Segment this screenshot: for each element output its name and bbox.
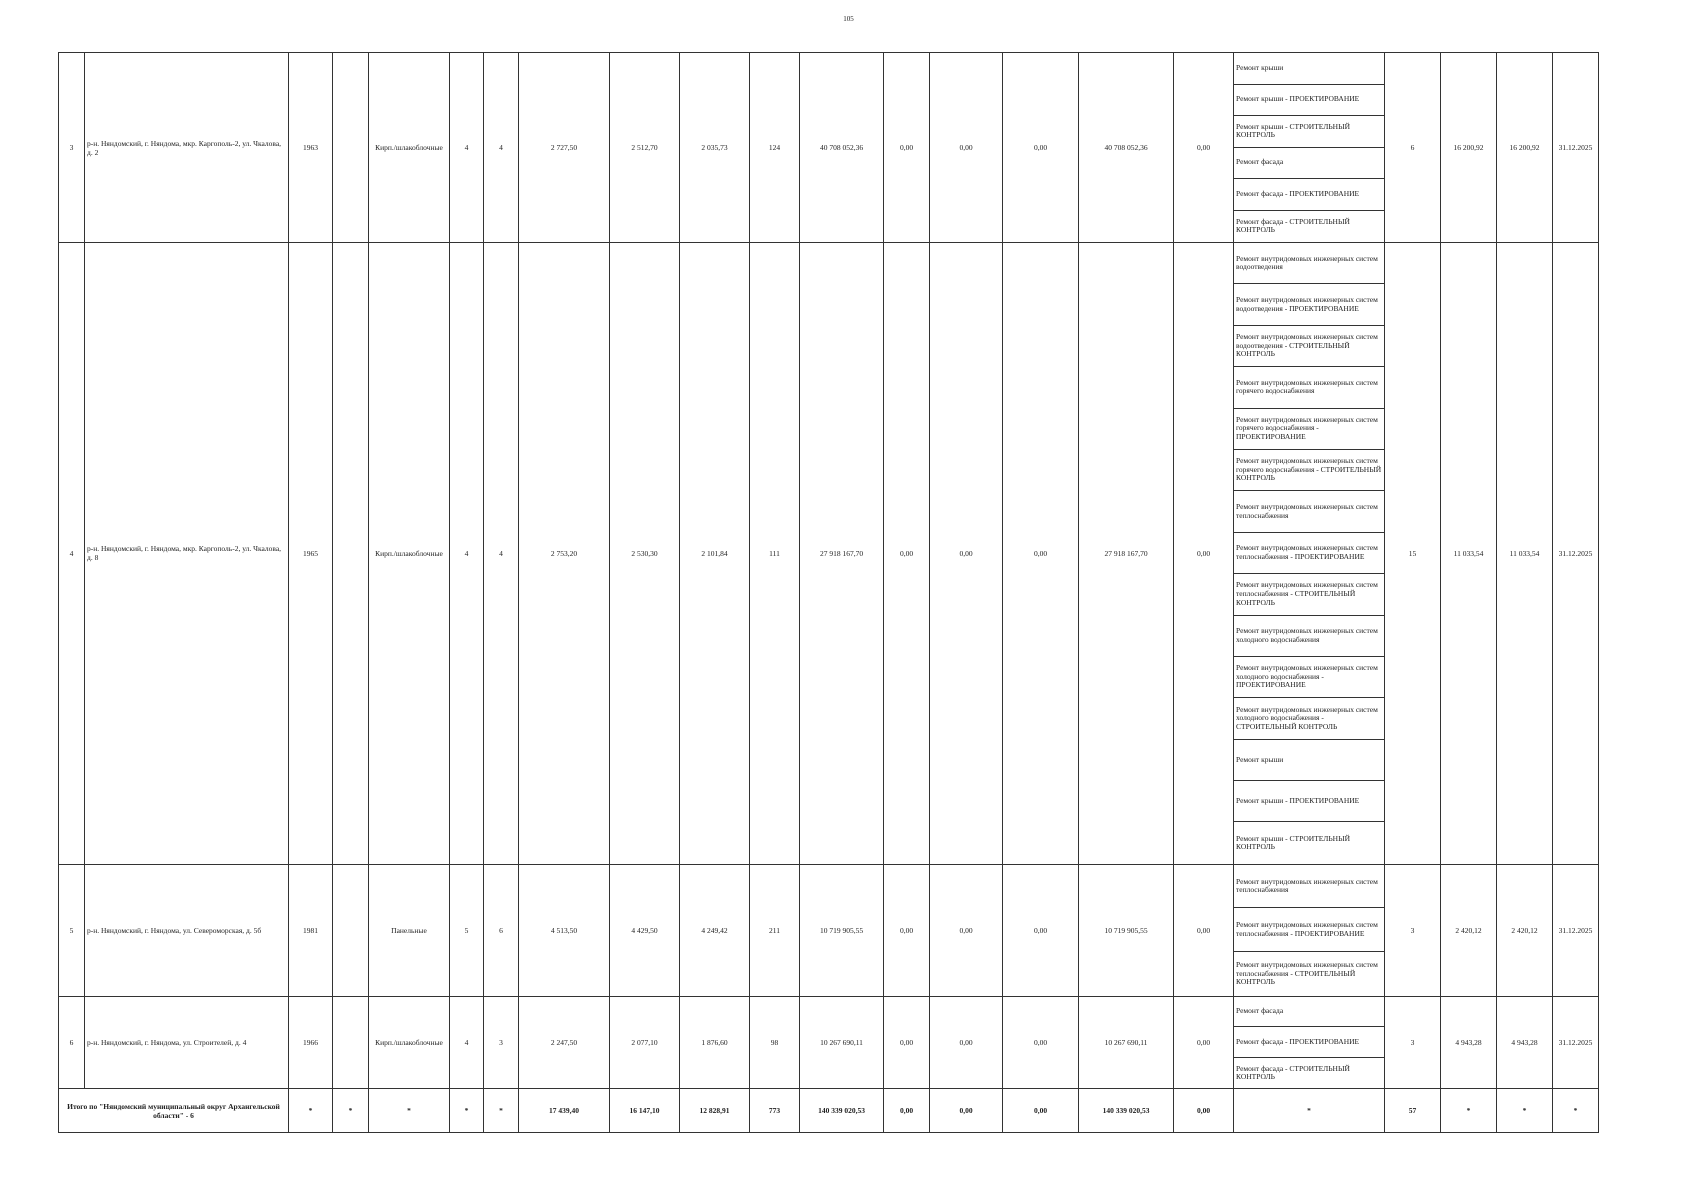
work-item: Ремонт внутридомовых инженерных систем горячего водоснабжения - ПРОЕКТИРОВАНИЕ [1234, 409, 1384, 450]
cell-fund-owners: 10 267 690,11 [1079, 996, 1174, 1089]
cell-fund-owners: 40 708 052,36 [1079, 53, 1174, 243]
cell-residents: 98 [750, 996, 800, 1089]
total-max-unit-cost: * [1497, 1089, 1553, 1133]
cell-year: 1966 [289, 996, 333, 1089]
cell-area-total: 2 753,20 [519, 243, 610, 865]
table-row [59, 243, 1599, 865]
cell-fund-local: 0,00 [1003, 864, 1079, 996]
cell-area-living: 2 530,30 [610, 243, 680, 865]
cell-entrances: 3 [484, 996, 519, 1089]
work-item: Ремонт фасада - ПРОЕКТИРОВАНИЕ [1234, 1027, 1384, 1058]
row-number: 4 [59, 243, 85, 865]
cell-area-living: 2 512,70 [610, 53, 680, 243]
cell-wall-material: Кирп./шлакоблочные [369, 243, 450, 865]
total-works: * [1234, 1089, 1385, 1133]
work-item: Ремонт внутридомовых инженерных систем теплоснабжения - СТРОИТЕЛЬНЫЙ КОНТРОЛЬ [1234, 574, 1384, 615]
work-item: Ремонт фасада - СТРОИТЕЛЬНЫЙ КОНТРОЛЬ [1236, 1063, 1350, 1082]
cell-fund-federal: 0,00 [884, 996, 930, 1089]
cell-unit-cost: 2 420,12 [1441, 864, 1497, 996]
cell-residents: 111 [750, 243, 800, 865]
works-cell [1234, 996, 1385, 1089]
cell-cost-total: 10 267 690,11 [800, 996, 884, 1089]
cell-floors: 4 [450, 996, 484, 1089]
cell-entrances: 4 [484, 243, 519, 865]
cell-fund-other: 0,00 [1174, 864, 1234, 996]
cell-works-count: 3 [1385, 996, 1441, 1089]
cell-fund-owners: 10 719 905,55 [1079, 864, 1174, 996]
total-residents: 773 [750, 1089, 800, 1133]
cell-max-unit-cost: 16 200,92 [1497, 53, 1553, 243]
total-floors: * [450, 1089, 484, 1133]
cell-fund-regional: 0,00 [930, 996, 1003, 1089]
cell-area-living: 2 077,10 [610, 996, 680, 1089]
work-item: Ремонт крыши - СТРОИТЕЛЬНЫЙ КОНТРОЛЬ [1234, 116, 1384, 148]
cell-area-living: 4 429,50 [610, 864, 680, 996]
row-number: 6 [59, 996, 85, 1089]
cell-unit-cost: 16 200,92 [1441, 53, 1497, 243]
cell-works-count: 15 [1385, 243, 1441, 865]
cell-fund-regional: 0,00 [930, 53, 1003, 243]
total-cost-total: 140 339 020,53 [800, 1089, 884, 1133]
cell-fund-regional: 0,00 [930, 243, 1003, 865]
cell-fund-local: 0,00 [1003, 996, 1079, 1089]
total-works-count: 57 [1385, 1089, 1441, 1133]
work-item: Ремонт крыши [1234, 53, 1384, 85]
total-year-overhaul: * [333, 1089, 369, 1133]
cell-wall-material: Кирп./шлакоблочные [369, 53, 450, 243]
total-fund-owners: 140 339 020,53 [1079, 1089, 1174, 1133]
cell-area-residential: 1 876,60 [680, 996, 750, 1089]
cell-floors: 4 [450, 53, 484, 243]
cell-deadline: 31.12.2025 [1553, 243, 1599, 865]
cell-floors: 5 [450, 864, 484, 996]
work-item: Ремонт внутридомовых инженерных систем горячего водоснабжения [1234, 367, 1384, 408]
cell-cost-total: 10 719 905,55 [800, 864, 884, 996]
work-item: Ремонт крыши - ПРОЕКТИРОВАНИЕ [1234, 85, 1384, 117]
work-item: Ремонт внутридомовых инженерных систем холодного водоснабжения [1234, 616, 1384, 657]
work-item: Ремонт внутридомовых инженерных систем холодного водоснабжения - СТРОИТЕЛЬНЫЙ КОНТРОЛЬ [1234, 698, 1384, 739]
total-unit-cost: * [1441, 1089, 1497, 1133]
cell-floors: 4 [450, 243, 484, 865]
cell-works-count: 3 [1385, 864, 1441, 996]
cell-area-total: 2 247,50 [519, 996, 610, 1089]
cell-area-residential: 2 035,73 [680, 53, 750, 243]
cell-year: 1981 [289, 864, 333, 996]
page-number: 105 [843, 15, 854, 23]
total-row [59, 1089, 1599, 1133]
cell-entrances: 6 [484, 864, 519, 996]
cell-entrances: 4 [484, 53, 519, 243]
work-item: Ремонт фасада [1234, 997, 1384, 1028]
total-entrances: * [484, 1089, 519, 1133]
overhaul-program-table [58, 52, 1599, 1133]
table-row [59, 53, 1599, 243]
cell-year: 1965 [289, 243, 333, 865]
cell-deadline: 31.12.2025 [1553, 864, 1599, 996]
total-fund-federal: 0,00 [884, 1089, 930, 1133]
cell-fund-owners: 27 918 167,70 [1079, 243, 1174, 865]
work-item: Ремонт внутридомовых инженерных систем теплоснабжения - ПРОЕКТИРОВАНИЕ [1234, 533, 1384, 574]
total-wall-material: * [369, 1089, 450, 1133]
cell-wall-material: Панельные [369, 864, 450, 996]
work-item: Ремонт фасада - ПРОЕКТИРОВАНИЕ [1234, 179, 1384, 211]
work-item: Ремонт внутридомовых инженерных систем водоотведения - СТРОИТЕЛЬНЫЙ КОНТРОЛЬ [1234, 326, 1384, 367]
cell-max-unit-cost: 2 420,12 [1497, 864, 1553, 996]
cell-area-residential: 4 249,42 [680, 864, 750, 996]
cell-year-overhaul [333, 996, 369, 1089]
row-address: р-н. Няндомский, г. Няндома, ул. Североморская, д. 5б [85, 864, 289, 996]
work-item: Ремонт фасада [1234, 148, 1384, 180]
work-item: Ремонт внутридомовых инженерных систем теплоснабжения [1234, 491, 1384, 532]
cell-fund-federal: 0,00 [884, 864, 930, 996]
table-body [59, 53, 1599, 1133]
cell-fund-local: 0,00 [1003, 243, 1079, 865]
total-area-total: 17 439,40 [519, 1089, 610, 1133]
cell-max-unit-cost: 4 943,28 [1497, 996, 1553, 1089]
work-item: Ремонт внутридомовых инженерных систем холодного водоснабжения - ПРОЕКТИРОВАНИЕ [1234, 657, 1384, 698]
cell-fund-federal: 0,00 [884, 243, 930, 865]
total-area-living: 16 147,10 [610, 1089, 680, 1133]
work-item: Ремонт внутридомовых инженерных систем водоотведения - ПРОЕКТИРОВАНИЕ [1234, 284, 1384, 325]
cell-unit-cost: 11 033,54 [1441, 243, 1497, 865]
work-item: Ремонт внутридомовых инженерных систем теплоснабжения - СТРОИТЕЛЬНЫЙ КОНТРОЛЬ [1236, 959, 1378, 987]
row-address: р-н. Няндомский, г. Няндома, мкр. Каргополь-2, ул. Чкалова, д. 8 [85, 243, 289, 865]
cell-cost-total: 27 918 167,70 [800, 243, 884, 865]
total-label: Итого по "Няндомский муниципальный округ Архангельской области" - 6 [59, 1089, 289, 1133]
work-item: Ремонт внутридомовых инженерных систем теплоснабжения [1234, 865, 1384, 909]
works-cell [1234, 53, 1385, 243]
row-address: р-н. Няндомский, г. Няндома, ул. Строителей, д. 4 [85, 996, 289, 1089]
works-cell [1234, 243, 1385, 865]
cell-cost-total: 40 708 052,36 [800, 53, 884, 243]
work-item: Ремонт внутридомовых инженерных систем теплоснабжения - ПРОЕКТИРОВАНИЕ [1234, 908, 1384, 952]
total-area-residential: 12 828,91 [680, 1089, 750, 1133]
cell-works-count: 6 [1385, 53, 1441, 243]
row-number: 3 [59, 53, 85, 243]
work-item: Ремонт крыши [1234, 740, 1384, 781]
cell-fund-other: 0,00 [1174, 243, 1234, 865]
cell-year-overhaul [333, 864, 369, 996]
table-row [59, 996, 1599, 1089]
cell-max-unit-cost: 11 033,54 [1497, 243, 1553, 865]
cell-area-total: 4 513,50 [519, 864, 610, 996]
cell-area-total: 2 727,50 [519, 53, 610, 243]
cell-year: 1963 [289, 53, 333, 243]
work-item: Ремонт крыши - ПРОЕКТИРОВАНИЕ [1234, 781, 1384, 822]
total-fund-regional: 0,00 [930, 1089, 1003, 1133]
work-item: Ремонт крыши - СТРОИТЕЛЬНЫЙ КОНТРОЛЬ [1236, 833, 1351, 852]
row-number: 5 [59, 864, 85, 996]
cell-unit-cost: 4 943,28 [1441, 996, 1497, 1089]
work-item: Ремонт внутридомовых инженерных систем водоотведения [1234, 243, 1384, 284]
cell-fund-local: 0,00 [1003, 53, 1079, 243]
cell-year-overhaul [333, 53, 369, 243]
cell-fund-other: 0,00 [1174, 996, 1234, 1089]
row-address: р-н. Няндомский, г. Няндома, мкр. Каргополь-2, ул. Чкалова, д. 2 [85, 53, 289, 243]
total-deadline: * [1553, 1089, 1599, 1133]
total-fund-local: 0,00 [1003, 1089, 1079, 1133]
work-item: Ремонт фасада - СТРОИТЕЛЬНЫЙ КОНТРОЛЬ [1236, 216, 1350, 235]
cell-area-residential: 2 101,84 [680, 243, 750, 865]
cell-residents: 124 [750, 53, 800, 243]
cell-deadline: 31.12.2025 [1553, 53, 1599, 243]
cell-year-overhaul [333, 243, 369, 865]
cell-deadline: 31.12.2025 [1553, 996, 1599, 1089]
work-item: Ремонт внутридомовых инженерных систем горячего водоснабжения - СТРОИТЕЛЬНЫЙ КОНТРОЛЬ [1234, 450, 1384, 491]
works-cell [1234, 864, 1385, 996]
total-year: * [289, 1089, 333, 1133]
cell-residents: 211 [750, 864, 800, 996]
cell-fund-other: 0,00 [1174, 53, 1234, 243]
cell-fund-federal: 0,00 [884, 53, 930, 243]
cell-wall-material: Кирп./шлакоблочные [369, 996, 450, 1089]
total-fund-other: 0,00 [1174, 1089, 1234, 1133]
cell-fund-regional: 0,00 [930, 864, 1003, 996]
table-row [59, 864, 1599, 996]
